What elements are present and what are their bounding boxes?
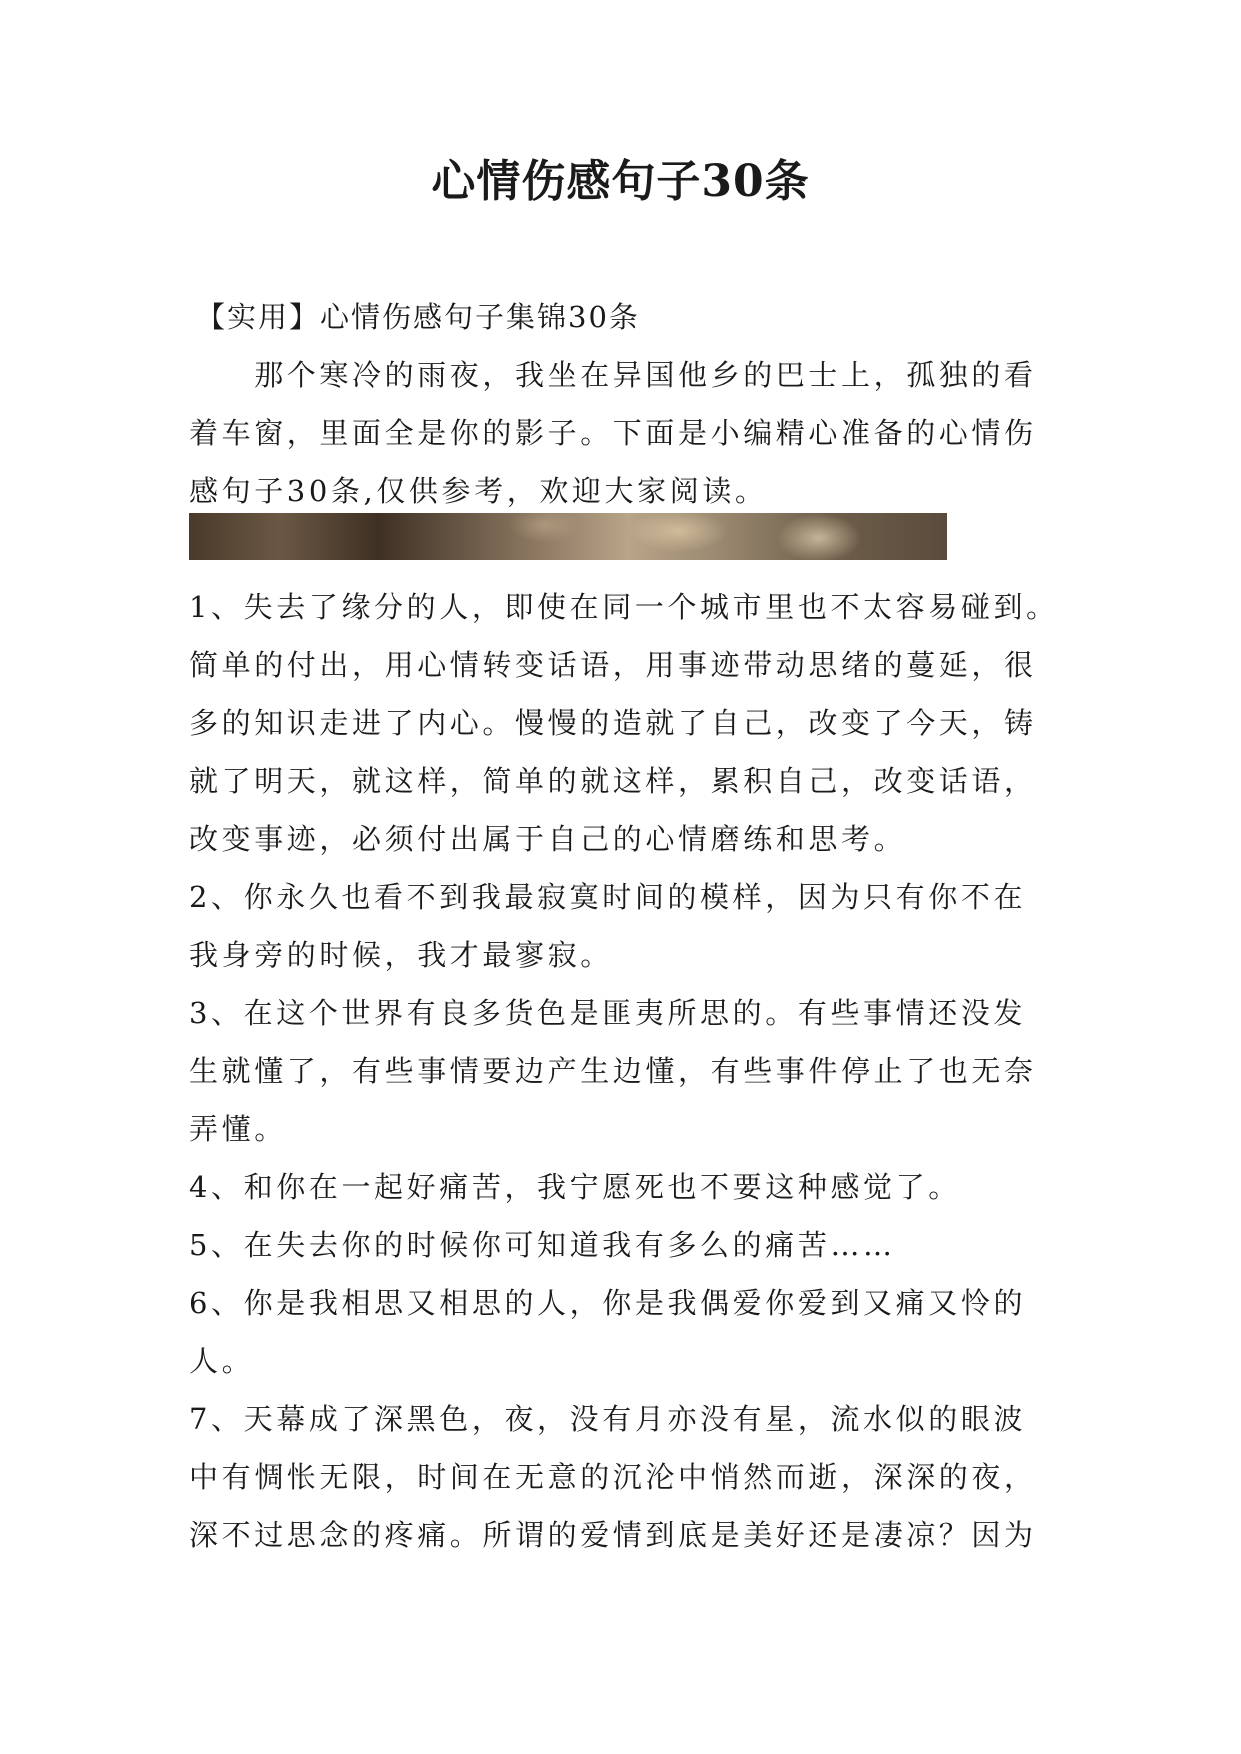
list-line: 4、和你在一起好痛苦，我宁愿死也不要这种感觉了。 xyxy=(189,1170,961,1204)
decorative-banner-image xyxy=(189,513,947,560)
intro-paragraph xyxy=(189,346,1037,520)
list-line: 弄懂。 xyxy=(189,1112,287,1146)
document-subtitle: 【实用】心情伤感句子集锦30条 xyxy=(196,300,640,334)
list-line: 1、失去了缘分的人，即使在同一个城市里也不太容易碰到。 xyxy=(189,590,1059,624)
sentence-list xyxy=(189,578,1059,1564)
list-line: 简单的付出，用心情转变话语，用事迹带动思绪的蔓延，很 xyxy=(189,648,1037,682)
intro-line: 着车窗，里面全是你的影子。下面是小编精心准备的心情伤 xyxy=(189,416,1037,450)
list-line: 就了明天，就这样，简单的就这样，累积自己，改变话语， xyxy=(189,764,1037,798)
list-line: 3、在这个世界有良多货色是匪夷所思的。有些事情还没发 xyxy=(189,996,1027,1030)
list-line: 人。 xyxy=(189,1344,255,1378)
list-line: 2、你永久也看不到我最寂寞时间的模样，因为只有你不在 xyxy=(189,880,1027,914)
document-title: 心情伤感句子30条 xyxy=(431,156,810,207)
list-line: 6、你是我相思又相思的人，你是我偶爱你爱到又痛又怜的 xyxy=(189,1286,1027,1320)
list-line: 多的知识走进了内心。慢慢的造就了自己，改变了今天，铸 xyxy=(189,706,1037,740)
intro-line: 那个寒冷的雨夜，我坐在异国他乡的巴士上，孤独的看 xyxy=(189,358,1037,392)
list-line: 深不过思念的疼痛。所谓的爱情到底是美好还是凄凉？因为 xyxy=(189,1518,1037,1552)
list-line: 我身旁的时候，我才最寥寂。 xyxy=(189,938,613,972)
list-line: 中有惆怅无限，时间在无意的沉沦中悄然而逝，深深的夜， xyxy=(189,1460,1037,1494)
list-line: 改变事迹，必须付出属于自己的心情磨练和思考。 xyxy=(189,822,907,856)
list-line: 生就懂了，有些事情要边产生边懂，有些事件停止了也无奈 xyxy=(189,1054,1037,1088)
list-line: 5、在失去你的时候你可知道我有多么的痛苦…… xyxy=(189,1228,896,1262)
intro-line: 感句子30条,仅供参考，欢迎大家阅读。 xyxy=(189,474,768,508)
list-line: 7、天幕成了深黑色，夜，没有月亦没有星，流水似的眼波 xyxy=(189,1402,1027,1436)
